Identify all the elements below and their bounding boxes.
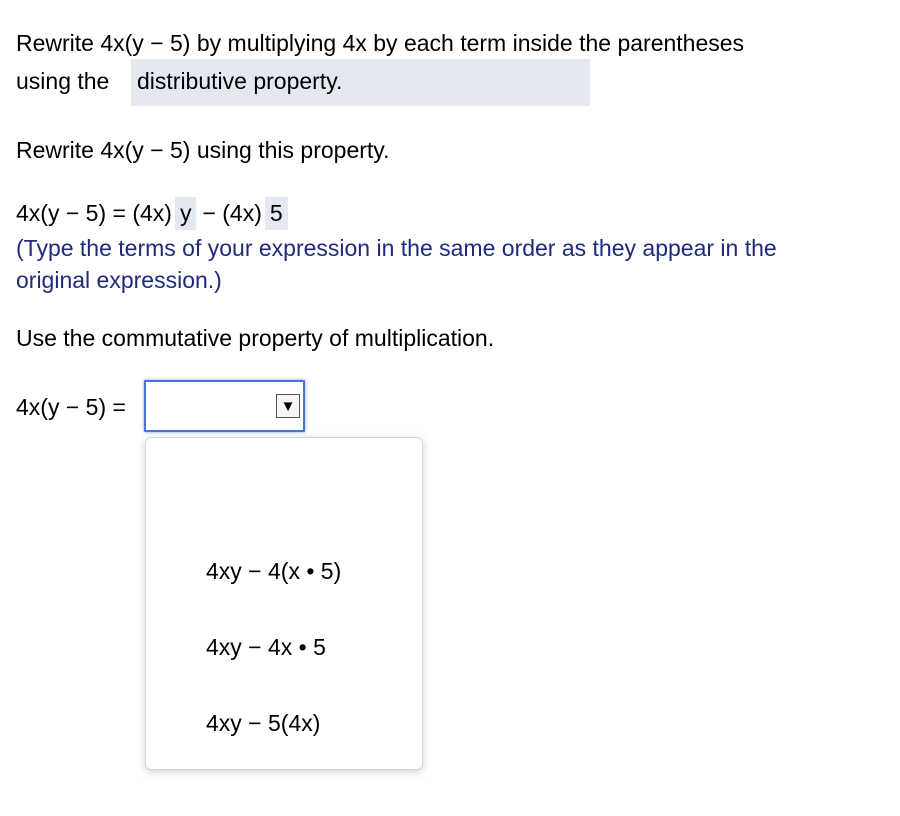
step2-prompt: Use the commutative property of multiplication. [16,325,495,351]
dropdown-arrow-icon[interactable]: ▼ [276,394,300,418]
instruction-note-line-2: original expression.) [16,267,222,293]
step2-lhs: 4x(y − 5) = [16,394,126,420]
dropdown-option[interactable]: 4xy − 4x • 5 [206,634,326,660]
answer-box-1[interactable]: y [175,197,197,230]
answer-dropdown[interactable] [144,380,305,432]
step1-lhs: 4x(y − 5) = (4x) [16,200,172,226]
step1-middle: − (4x) [202,200,262,226]
intro-line-2-prefix: using the [16,68,110,94]
instruction-note-line-1: (Type the terms of your expression in the same order as they appear in the [16,235,777,261]
answer-box-2[interactable]: 5 [265,197,288,230]
dropdown-option[interactable]: 4xy − 4(x • 5) [206,558,342,584]
dropdown-option[interactable]: 4xy − 5(4x) [206,710,321,736]
property-answer-text: distributive property. [137,68,343,94]
step1-equation [16,197,288,230]
dropdown-menu [145,437,423,770]
step1-prompt: Rewrite 4x(y − 5) using this property. [16,137,390,163]
intro-line-1: Rewrite 4x(y − 5) by multiplying 4x by each term inside the parentheses [16,30,745,56]
